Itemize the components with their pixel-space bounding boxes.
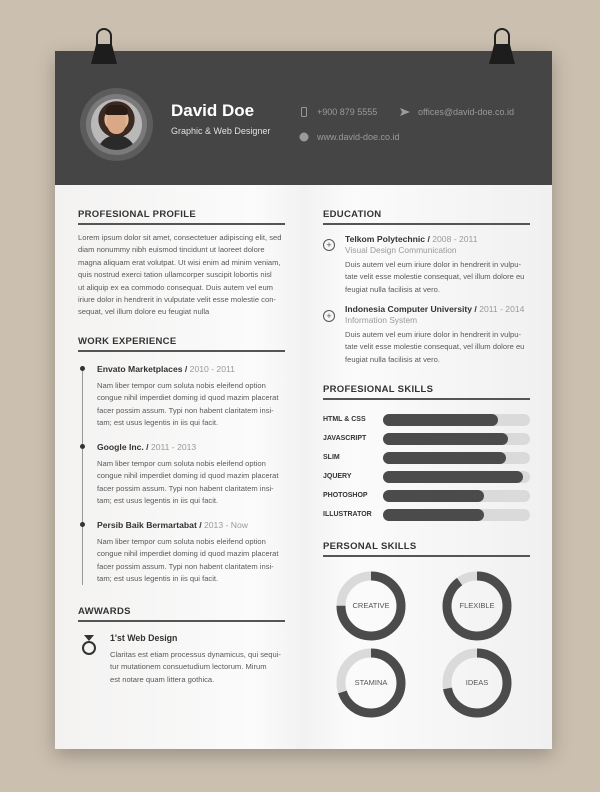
- skill-bar-fill: [383, 414, 498, 426]
- skill-label: JQUERY: [323, 473, 352, 480]
- job-title: Google Inc. / 2011 - 2013: [97, 442, 197, 452]
- resume-paper: [55, 51, 552, 749]
- avatar-frame: [80, 88, 153, 161]
- skill-bar-fill: [383, 433, 508, 445]
- personal-rule: [323, 555, 530, 557]
- skill-bar-fill: [383, 471, 523, 483]
- personal-skill-label: CREATIVE: [352, 601, 390, 610]
- school-name: Indonesia Computer University / 2011 - 2014: [345, 304, 525, 314]
- timeline-dot: [80, 522, 85, 527]
- website-contact: [299, 132, 400, 142]
- skill-label: ILLUSTRATOR: [323, 511, 372, 518]
- binder-clip-left: [91, 28, 117, 66]
- skill-bar-fill: [383, 490, 484, 502]
- school-description: Duis autem vel eum iriure dolor in hendrerit in vulpu- tate velit esse molestie consequat, vel illum dolore eu feugiat nulla facilisis at vero.: [345, 330, 525, 364]
- job-description: Nam liber tempor cum soluta nobis eleifend option congue nihil imperdiet doming id quod mazim placerat facer possim assum. Typi non habent claritatem insi- tam; est usus legentis in iis qui facit.: [97, 459, 279, 506]
- skill-bar: [383, 433, 530, 445]
- skill-label: SLIM: [323, 454, 340, 461]
- skill-bar: [383, 471, 530, 483]
- skill-bar: [383, 414, 530, 426]
- skill-label: PHOTOSHOP: [323, 492, 368, 499]
- skill-bar: [383, 509, 530, 521]
- profile-rule: [78, 223, 285, 225]
- binder-clip-right: [489, 28, 515, 66]
- personal-skill-ring: [442, 648, 512, 718]
- personal-skill-label: IDEAS: [465, 678, 489, 687]
- skills-rule: [323, 398, 530, 400]
- skills-title: PROFESIONAL SKILLS: [323, 384, 434, 395]
- send-icon: [400, 107, 410, 117]
- profile-title: PROFESIONAL PROFILE: [78, 209, 196, 220]
- job-title: Persib Baik Bermartabat / 2013 - Now: [97, 520, 248, 530]
- email-address: offices@david-doe.co.id: [418, 107, 515, 117]
- job-description: Nam liber tempor cum soluta nobis eleifend option congue nihil imperdiet doming id quod mazim placerat facer possim assum. Typi non habent claritatem insi- tam; est usus legentis in iis qui facit.: [97, 381, 279, 428]
- skill-bar-fill: [383, 509, 484, 521]
- personal-skill-ring: [336, 648, 406, 718]
- school-major: Visual Design Communication: [345, 245, 457, 255]
- resume-header: [55, 51, 552, 185]
- skill-label: HTML & CSS: [323, 416, 366, 423]
- website-url: www.david-doe.co.id: [317, 132, 400, 142]
- job-title: Envato Marketplaces / 2010 - 2011: [97, 364, 235, 374]
- personal-skill-label: STAMINA: [354, 678, 388, 687]
- award-description: Claritas est etiam processus dynamicus, qui sequi- tur mutationem consuetudium lectorum. Mirum est notare quam littera gothica.: [110, 650, 281, 684]
- phone-number: +900 879 5555: [317, 107, 378, 117]
- timeline-dot: [80, 444, 85, 449]
- plus-icon: +: [323, 239, 335, 251]
- education-title: EDUCATION: [323, 209, 382, 220]
- timeline-dot: [80, 366, 85, 371]
- person-name: David Doe: [171, 101, 255, 120]
- work-rule: [78, 350, 285, 352]
- skill-bar: [383, 490, 530, 502]
- school-description: Duis autem vel eum iriure dolor in hendrerit in vulpu- tate velit esse molestie consequat, vel illum dolore eu feugiat nulla facilisis at vero.: [345, 260, 525, 294]
- personal-skill-label: FLEXIBLE: [459, 601, 495, 610]
- awards-title: AWWARDS: [78, 606, 131, 617]
- medal-icon: [81, 635, 97, 655]
- education-rule: [323, 223, 530, 225]
- personal-title: PERSONAL SKILLS: [323, 541, 417, 552]
- plus-icon: +: [323, 310, 335, 322]
- work-title: WORK EXPERIENCE: [78, 336, 177, 347]
- person-role: Graphic & Web Designer: [171, 126, 271, 136]
- skill-bar: [383, 452, 530, 464]
- personal-skill-ring: [442, 571, 512, 641]
- globe-icon: [299, 132, 309, 142]
- job-description: Nam liber tempor cum soluta nobis eleifend option congue nihil imperdiet doming id quod mazim placerat facer possim assum. Typi non habent claritatem insi- tam; est usus legentis in iis qui facit.: [97, 537, 279, 584]
- award-name: 1'st Web Design: [110, 633, 178, 643]
- profile-text: Lorem ipsum dolor sit amet, consectetuer adipiscing elit, sed diam nonummy nibh euismod tincidunt ut laoreet dolore magna aliquam erat volutpat. Ut wisi enim ad minim veniam, quis nostrud exerci tation ullamcorper suscipit lobortis nisl ut aliquip ex ea commodo consequat. Duis autem vel eum iriure dolor in hendrerit in vulputate velit esse molestie con- sequat, vel illum dolore eu feugiat nulla: [78, 233, 282, 317]
- phone-icon: [299, 107, 309, 117]
- school-name: Telkom Polytechnic / 2008 - 2011: [345, 234, 478, 244]
- school-major: Information System: [345, 315, 418, 325]
- personal-skill-ring: [336, 571, 406, 641]
- awards-rule: [78, 620, 285, 622]
- phone-contact: [299, 107, 377, 117]
- skill-label: JAVASCRIPT: [323, 435, 367, 442]
- skill-bar-fill: [383, 452, 506, 464]
- work-timeline: [82, 369, 83, 585]
- avatar: [91, 99, 142, 150]
- email-contact: [400, 107, 514, 117]
